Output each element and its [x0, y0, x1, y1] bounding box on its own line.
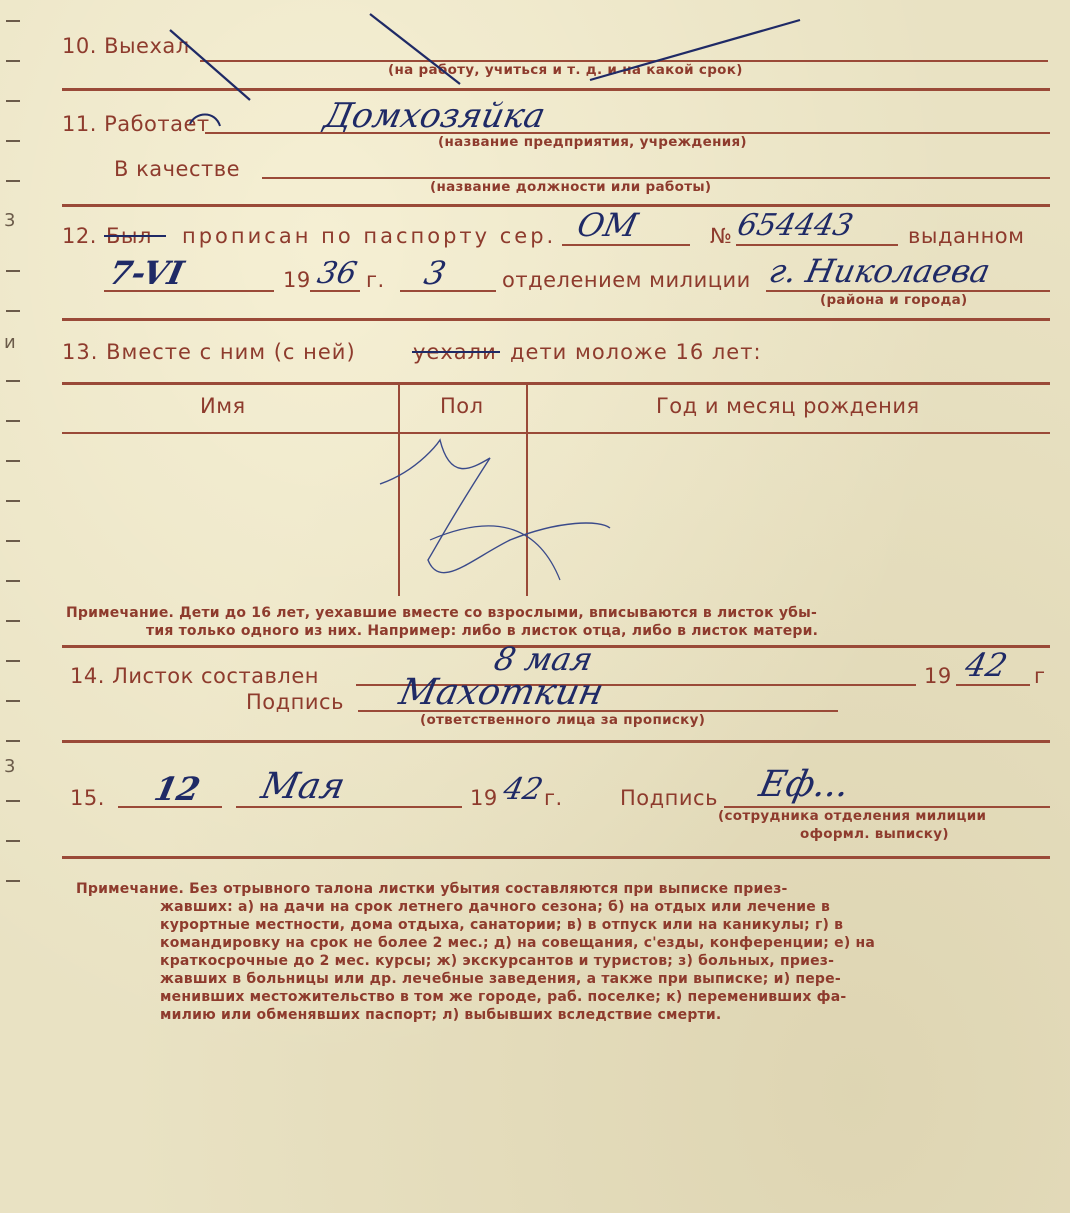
row12-issue-year: 36: [314, 256, 360, 291]
row11-caption-position: (название должности или работы): [430, 179, 712, 195]
table-header-sex: Пол: [440, 394, 484, 418]
row15-caption2: оформл. выписку): [800, 826, 949, 842]
note2-line: менивших местожительство в том же городе, раб. поселке; к) переменивших фа-: [160, 989, 847, 1005]
row12-struck-word: Был: [106, 224, 152, 248]
note2-line: милию или обменявших паспорт; л) выбывших вследствие смерти.: [160, 1007, 722, 1023]
note2-line: краткосрочные до 2 мес. курсы; ж) экскурсантов и туристов; з) больных, приез-: [160, 953, 835, 969]
row12-passport-series: ОМ: [573, 206, 642, 244]
row12-text: прописан по паспорту сер.: [182, 224, 557, 248]
row14-label: 14. Листок составлен: [70, 664, 319, 688]
note2-line: командировку на срок не более 2 мес.; д) на совещания, с'езды, конференции; е) на: [160, 935, 876, 951]
row12-year-suffix: г.: [366, 268, 385, 292]
row11-position-label: В качестве: [114, 157, 241, 181]
note1-line1: Примечание. Дети до 16 лет, уехавшие вместе со взрослыми, вписываются в листок убы-: [66, 605, 818, 621]
row13-label-b: дети моложе 16 лет:: [510, 340, 762, 364]
row14-sign-label: Подпись: [246, 690, 344, 714]
row15-sign-label: Подпись: [620, 786, 718, 810]
note1-line2: тия только одного из них. Например: либо в листок отца, либо в листок матери.: [146, 623, 819, 639]
note2-line: жавших: а) на дачи на срок летнего дачного сезона; б) на отдых или лечение в: [160, 899, 831, 915]
row15-day: 12: [150, 770, 204, 808]
row12-dept-text: отделением милиции: [502, 268, 751, 292]
margin-mark-3: 3: [4, 210, 16, 231]
note2-line: Примечание. Без отрывного талона листки убытия составляются при выписке приез-: [76, 881, 788, 897]
row11-caption-employer: (название предприятия, учреждения): [438, 134, 747, 150]
row12-city: г. Николаева: [765, 252, 994, 290]
row12-caption: (района и города): [820, 292, 968, 308]
row11-ink-stroke: [190, 115, 220, 127]
row15-prefix: 15.: [70, 786, 105, 810]
row11-employer-value: Домхозяйка: [320, 96, 549, 136]
row13-label-a: 13. Вместе с ним (с ней): [62, 340, 356, 364]
row14-year-prefix: 19: [924, 664, 952, 688]
row15-year-suffix: г.: [544, 786, 563, 810]
row14-year: 42: [961, 646, 1011, 684]
row12-year-prefix: 19: [283, 268, 311, 292]
row14-caption: (ответственного лица за прописку): [420, 712, 706, 728]
row15-caption1: (сотрудника отделения милиции: [718, 808, 987, 824]
row12-number-label: №: [710, 224, 733, 248]
table-header-birth: Год и месяц рождения: [656, 394, 920, 418]
row15-year-prefix: 19: [470, 786, 498, 810]
row14-signature: Махоткин: [395, 672, 608, 713]
row14-year-suffix: г: [1034, 664, 1046, 688]
row12-issue-day: 7-VI: [105, 254, 188, 292]
margin-mark-i: и: [4, 332, 16, 353]
row15-year: 42: [500, 772, 546, 807]
note2-line: жавших в больницы или др. лечебные заведения, а также при выписке; и) пере-: [160, 971, 841, 987]
row12-passport-number: 654443: [734, 208, 857, 243]
note2-line: курортные местности, дома отдыха, санатории; в) в отпуск или на каникулы; г) в: [160, 917, 844, 933]
row12-issued: выданном: [908, 224, 1025, 248]
row15-signature: Еф...: [755, 764, 854, 805]
row10-crossout-stroke: [590, 20, 800, 80]
row11-label: 11. Работает: [62, 112, 210, 136]
row10-caption: (на работу, учиться и т. д. и на какой срок): [388, 62, 743, 78]
row14-date: 8 мая: [490, 640, 597, 678]
table-z-mark: [380, 440, 610, 573]
margin-mark-3b: 3: [4, 756, 16, 777]
row10-label: 10. Выехал: [62, 34, 190, 58]
row10-crossout-stroke: [370, 14, 460, 84]
table-header-name: Имя: [200, 394, 246, 418]
row15-month: Мая: [257, 766, 349, 807]
row12-dept-number: 3: [420, 254, 450, 292]
row12-prefix: 12.: [62, 224, 97, 248]
row13-struck-word: уехали: [413, 340, 497, 364]
row10-crossout-stroke: [170, 30, 250, 100]
